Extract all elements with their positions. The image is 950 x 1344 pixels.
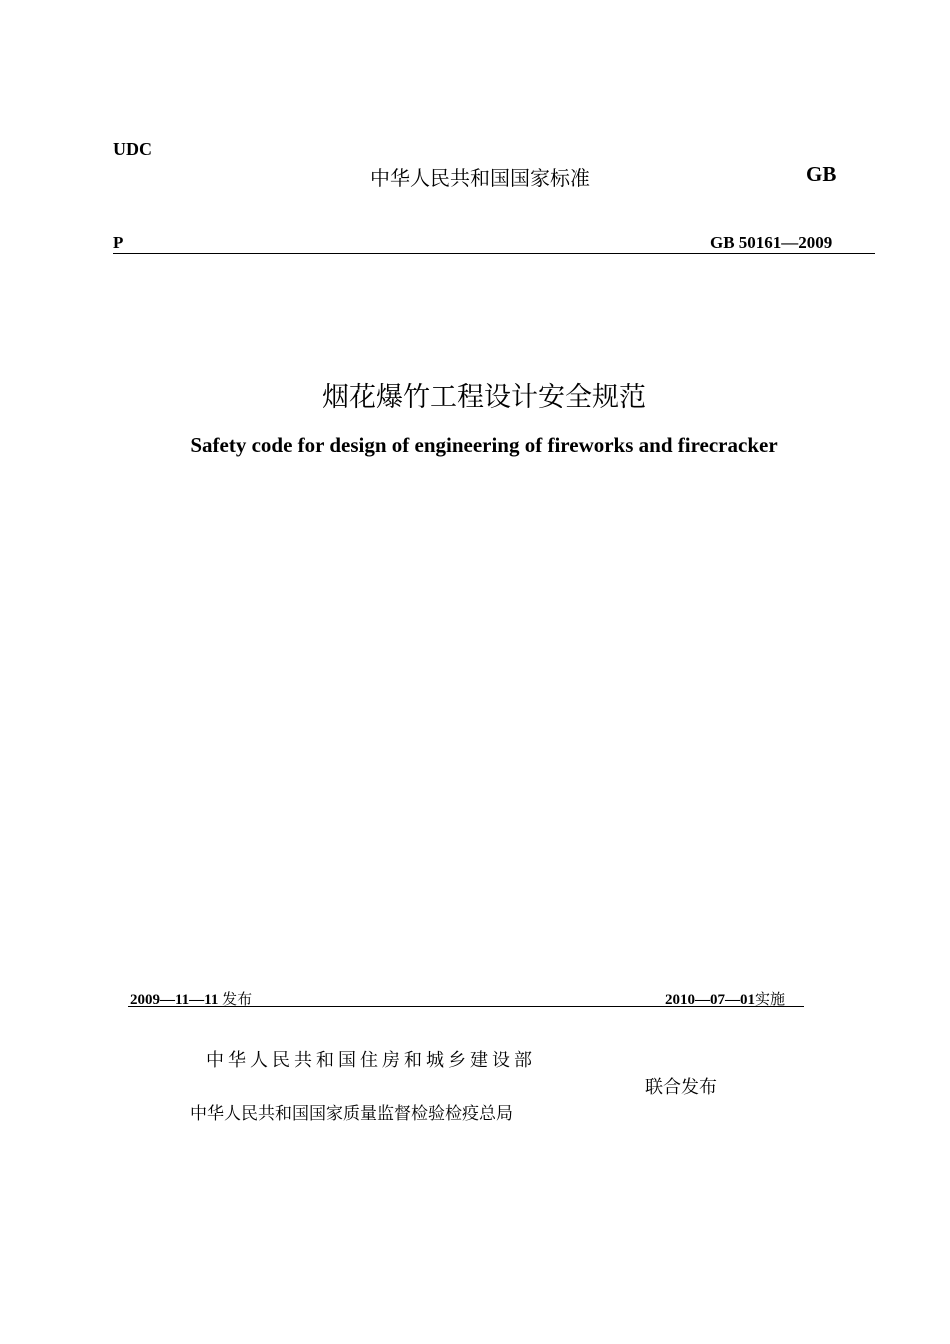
national-standard-title: 中华人民共和国国家标准 <box>370 166 590 190</box>
implement-label: 实施 <box>755 990 786 1008</box>
standard-number: GB 50161—2009 <box>710 233 833 252</box>
issue-date: 2009—11—11 <box>130 992 219 1008</box>
udc-label: UDC <box>113 139 152 159</box>
issuer-administration: 中华人民共和国国家质量监督检验检疫总局 <box>190 1104 513 1124</box>
issuer-ministry: 中华人民共和国住房和城乡建设部 <box>206 1050 536 1071</box>
joint-issue-label: 联合发布 <box>645 1077 717 1098</box>
document-title-cn: 烟花爆竹工程设计安全规范 <box>322 382 646 413</box>
header-rule <box>113 253 875 254</box>
gb-mark: GB <box>806 162 837 186</box>
p-label: P <box>113 233 124 252</box>
implement-date: 2010—07—01 <box>665 992 755 1008</box>
document-title-en: Safety code for design of engineering of fireworks and firecracker <box>190 433 778 457</box>
footer-rule <box>128 1006 804 1007</box>
issue-label: 发布 <box>222 990 253 1008</box>
